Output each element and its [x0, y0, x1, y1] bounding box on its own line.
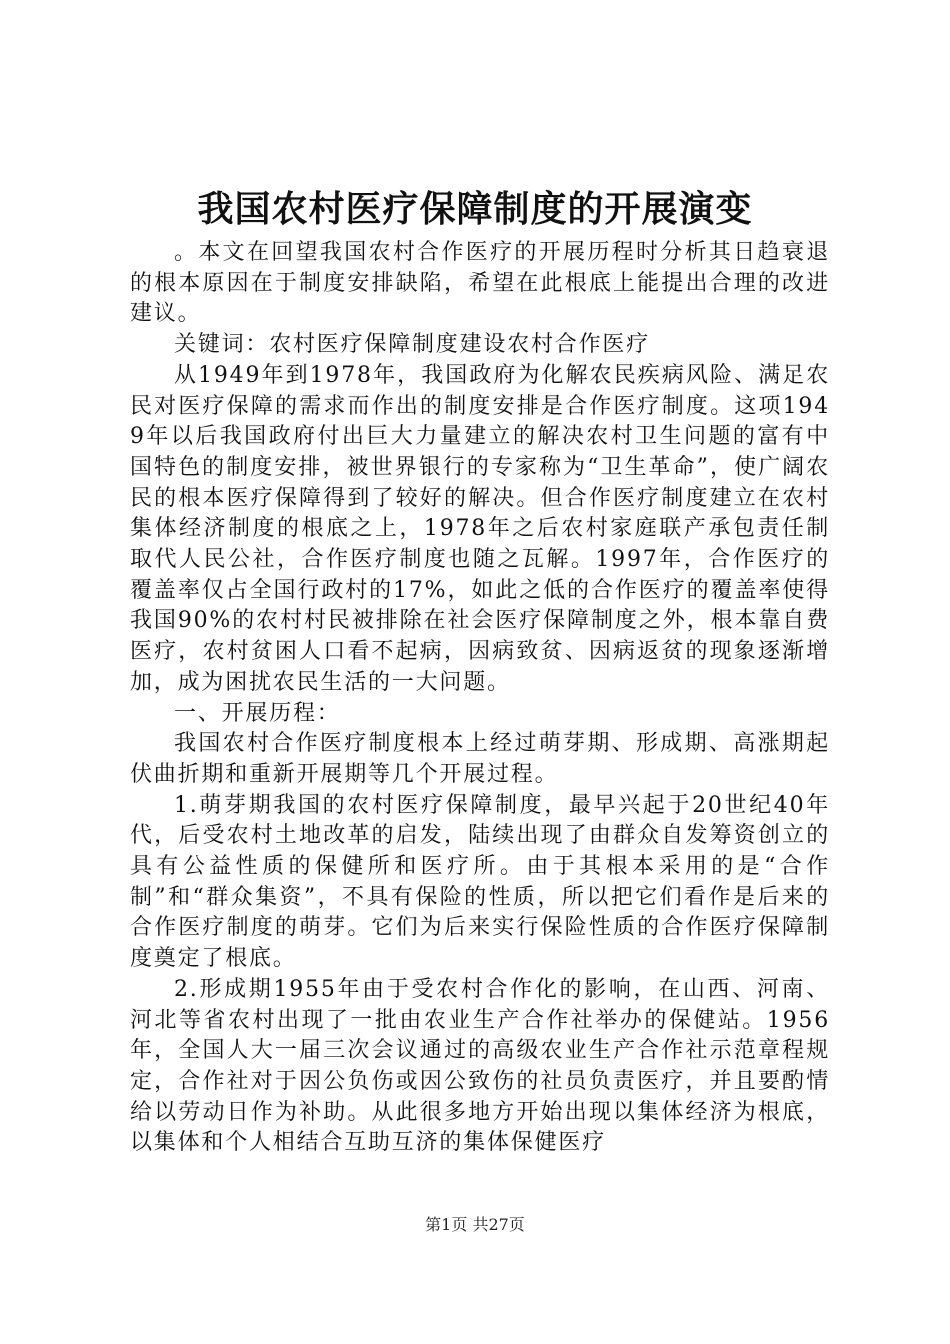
document-title: 我国农村医疗保障制度的开展演变: [197, 188, 753, 230]
sprout-stage-paragraph: 1.萌芽期我国的农村医疗保障制度，最早兴起于20世纪40年代，后受农村土地改革的启发，陆续出现了由群众自发筹资创立的具有公益性质的保健所和医疗所。由于其根本采用的是“合作制”和“群众集资”，不具有保险的性质，所以把它们看作是后来的合作医疗制度的萌芽。它们为后来实行保险性质的合作医疗保障制度奠定了根底。: [130, 792, 830, 972]
document-body: [130, 238, 830, 1159]
keywords-paragraph: 关键词：农村医疗保障制度建设农村合作医疗: [174, 332, 651, 358]
page-footer: 第1页 共27页: [425, 1215, 525, 1234]
intro-paragraph: 从1949年到1978年，我国政府为化解农民疾病风险、满足农民对医疗保障的需求而作出的制度安排是合作医疗制度。这项1949年以后我国政府付出巨大力量建立的解决农村卫生问题的富有中国特色的制度安排，被世界银行的专家称为“卫生革命”，使广阔农民的根本医疗保障得到了较好的解决。但合作医疗制度建立在农村集体经济制度的根底之上，1978年之后农村家庭联产承包责任制取代人民公社，合作医疗制度也随之瓦解。1997年，合作医疗的覆盖率仅占全国行政村的17%，如此之低的合作医疗的覆盖率使得我国90%的农村村民被排除在社会医疗保障制度之外，根本靠自费医疗，农村贫困人口看不起病，因病致贫、因病返贫的现象逐渐增加，成为困扰农民生活的一大问题。: [130, 362, 830, 695]
formation-stage-paragraph: 2.形成期1955年由于受农村合作化的影响，在山西、河南、河北等省农村出现了一批由农业生产合作社举办的保健站。1956年，全国人大一届三次会议通过的高级农业生产合作社示范章程规定，合作社对于因公负伤或因公致伤的社员负责医疗，并且要酌情给以劳动日作为补助。从此很多地方开始出现以集体经济为根底，以集体和个人相结合互助互济的集体保健医疗: [130, 976, 830, 1156]
overview-paragraph: 我国农村合作医疗制度根本上经过萌芽期、形成期、高涨期起伏曲折期和重新开展期等几个开展过程。: [130, 731, 830, 787]
abstract-paragraph: 。本文在回望我国农村合作医疗的开展历程时分析其日趋衰退的根本原因在于制度安排缺陷，希望在此根底上能提出合理的改进建议。: [130, 240, 830, 327]
section-heading: 一、开展历程：: [174, 700, 341, 726]
